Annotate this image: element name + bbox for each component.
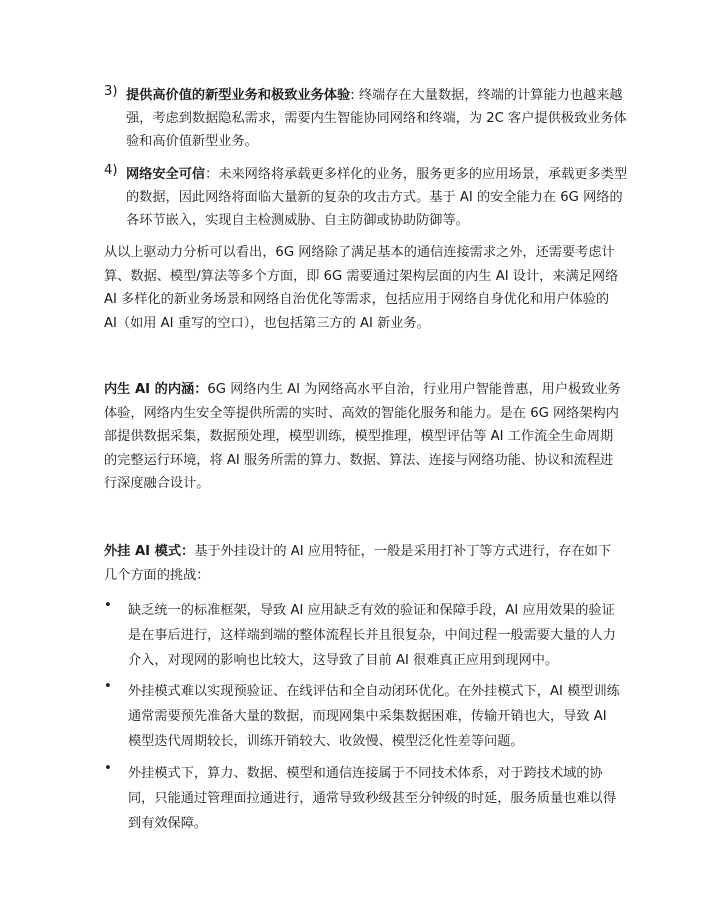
item-text: 未来网络将承载更多样化的业务，服务更多的应用场景，承载更多类型的数据，因此网络将面临大量新的复杂的攻击方式。基于 AI 的安全能力在 6G 网络的各环节嵌入，实现自主检测威胁、自主防御或协助防御等。: [126, 167, 628, 228]
bullet-symbol: •: [104, 598, 112, 613]
item-text: 终端存在大量数据，终端的计算能力也越来越强，考虑到数据隐私需求，需要内生智能协同网络和终端，为 2C 客户提供极致业务体验和高价值新型业务。: [126, 88, 627, 149]
item-number: 4): [104, 163, 118, 178]
plugin-ai-text: 基于外挂设计的 AI 应用特征，一般是采用打补丁等方式进行，存在如下几个方面的挑战：: [104, 544, 612, 583]
item-body: [126, 84, 634, 153]
item-body: [126, 163, 634, 232]
bullet-item: [104, 679, 624, 754]
plugin-ai-paragraph: [104, 540, 624, 587]
bullet-symbol: •: [104, 679, 112, 694]
item-title: 提供高价值的新型业务和极致业务体验: [126, 88, 351, 103]
bullet-text: 外挂模式下，算力、数据、模型和通信连接属于不同技术体系，对于跨技术域的协同，只能通过管理面拉通进行，通常导致秒级甚至分钟级的时延，服务质量也难以得到有效保障。: [128, 766, 616, 831]
bullet-text: 外挂模式难以实现预验证、在线评估和全自动闭环优化。在外挂模式下，AI 模型训练通常需要预先准备大量的数据，而现网集中采集数据困难，传输开销也大，导致 AI 模型迭代周期较长，训练开销较大、收敛慢、模型泛化性差等问题。: [128, 684, 620, 749]
bullet-symbol: •: [104, 761, 112, 776]
numbered-item-4: [104, 163, 634, 232]
bullet-item: [104, 761, 624, 836]
native-ai-heading: 内生 AI 的内涵：: [104, 382, 208, 397]
plugin-ai-heading: 外挂 AI 模式：: [104, 544, 195, 559]
native-ai-paragraph: [104, 378, 624, 496]
summary-paragraph: 从以上驱动力分析可以看出，6G 网络除了满足基本的通信连接需求之外，还需要考虑计算、数据、模型/算法等多个方面，即 6G 需要通过架构层面的内生 AI 设计，来满足网络 AI 多样化的新业务场景和网络自治优化等需求，包括应用于网络自身优化和用户体验的 AI（如用 AI 重写的空口），也包括第三方的 AI 新业务。: [104, 245, 619, 331]
bullet-item: [104, 598, 624, 673]
bullet-text: 缺乏统一的标准框架，导致 AI 应用缺乏有效的验证和保障手段，AI 应用效果的验证是在事后进行，这样端到端的整体流程长并且很复杂，中间过程一般需要大量的人力介入，对现网的影响也比较大，这导致了目前 AI 很难真正应用到现网中。: [128, 603, 616, 668]
item-separator: :: [350, 88, 359, 103]
item-separator: ：: [205, 167, 219, 182]
numbered-item-3: [104, 84, 634, 153]
item-title: 网络安全可信: [126, 167, 206, 182]
item-number: 3): [104, 84, 118, 99]
native-ai-text: 6G 网络内生 AI 为网络高水平自治，行业用户智能普惠，用户极致业务体验，网络内生安全等提供所需的实时、高效的智能化服务和能力。是在 6G 网络架构内部提供数据采集，数据预处理，模型训练，模型推理，模型评估等 AI 工作流全生命周期的完整运行环境，将 AI 服务所需的算力、数据、算法、连接与网络功能、协议和流程进行深度融合设计。: [104, 382, 621, 491]
